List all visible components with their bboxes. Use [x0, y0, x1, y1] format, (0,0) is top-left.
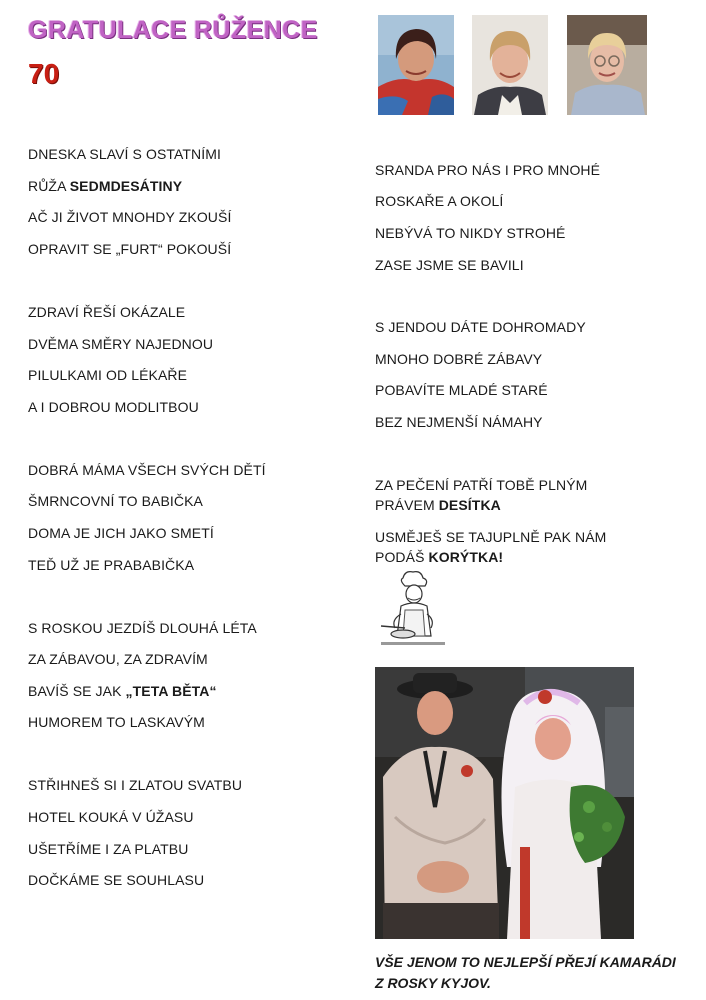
- closing-line: VŠE JENOM TO NEJLEPŠÍ PŘEJÍ KAMARÁDI: [375, 954, 676, 970]
- poem-line: RŮŽA SEDMDESÁTINY: [28, 178, 183, 194]
- poem-line: MNOHO DOBRÉ ZÁBAVY: [375, 351, 543, 367]
- poem-line: USMĚJEŠ SE TAJUPLNĚ PAK NÁM: [375, 529, 607, 545]
- closing-message: [375, 952, 695, 994]
- poem-line: ZA PEČENÍ PATŘÍ TOBĚ PLNÝM: [375, 477, 588, 493]
- poem-line: POBAVÍTE MLADÉ STARÉ: [375, 382, 548, 398]
- poem-line: HOTEL KOUKÁ V ÚŽASU: [28, 809, 194, 825]
- poem-line: SRANDA PRO NÁS I PRO MNOHÉ: [375, 162, 601, 178]
- poem-line: DOMA JE JICH JAKO SMETÍ: [28, 525, 214, 541]
- poem-line: A I DOBROU MODLITBOU: [28, 399, 199, 415]
- poem-line: AČ JI ŽIVOT MNOHDY ZKOUŠÍ: [28, 209, 232, 225]
- emphasis-text: KORÝTKA!: [428, 549, 504, 565]
- photo-woman-glasses: [567, 15, 647, 115]
- poem-line: OPRAVIT SE „FURT“ POKOUŠÍ: [28, 241, 232, 257]
- poem-line: S JENDOU DÁTE DOHROMADY: [375, 319, 586, 335]
- poem-line: DOČKÁME SE SOUHLASU: [28, 872, 205, 888]
- emphasis-text: DESÍTKA: [438, 497, 501, 513]
- page-title: GRATULACE RŮŽENCE: [28, 16, 318, 44]
- poem-line: PODÁŠ KORÝTKA!: [375, 549, 504, 565]
- photo-woman-red-jacket: [378, 15, 454, 115]
- poem-line: ROSKAŘE A OKOLÍ: [375, 193, 504, 209]
- poem-line: NEBÝVÁ TO NIKDY STROHÉ: [375, 225, 566, 241]
- poem-line: STŘIHNEŠ SI I ZLATOU SVATBU: [28, 777, 243, 793]
- photo-woman-smiling: [472, 15, 548, 115]
- poem-line: ZDRAVÍ ŘEŠÍ OKÁZALE: [28, 304, 186, 320]
- poem-line: DNESKA SLAVÍ S OSTATNÍMI: [28, 146, 221, 162]
- poem-line: PILULKAMI OD LÉKAŘE: [28, 367, 188, 383]
- closing-line: Z ROSKY KYJOV.: [375, 975, 491, 991]
- party-photo-costumed-couple: [375, 667, 634, 939]
- emphasis-text: SEDMDESÁTINY: [69, 178, 183, 194]
- poem-line: HUMOREM TO LASKAVÝM: [28, 714, 205, 730]
- poem-line: UŠETŘÍME I ZA PLATBU: [28, 841, 189, 857]
- poem-line: PRÁVEM DESÍTKA: [375, 497, 501, 513]
- emphasis-text: „TETA BĚTA“: [125, 683, 217, 699]
- poem-line: ZASE JSME SE BAVILI: [375, 257, 524, 273]
- poem-line: DVĚMA SMĚRY NAJEDNOU: [28, 336, 214, 352]
- poem-line: TEĎ UŽ JE PRABABIČKA: [28, 557, 195, 573]
- poem-line: DOBRÁ MÁMA VŠECH SVÝCH DĚTÍ: [28, 462, 266, 478]
- poem-line: ZA ZÁBAVOU, ZA ZDRAVÍM: [28, 651, 208, 667]
- poem-line: BAVÍŠ SE JAK „TETA BĚTA“: [28, 683, 217, 699]
- poem-line: BEZ NEJMENŠÍ NÁMAHY: [375, 414, 543, 430]
- age-number: 70: [28, 58, 60, 89]
- poem-line: S ROSKOU JEZDÍŠ DLOUHÁ LÉTA: [28, 620, 257, 636]
- poem-line: ŠMRNCOVNÍ TO BABIČKA: [28, 493, 203, 509]
- chef-cooking-illustration: [375, 570, 451, 654]
